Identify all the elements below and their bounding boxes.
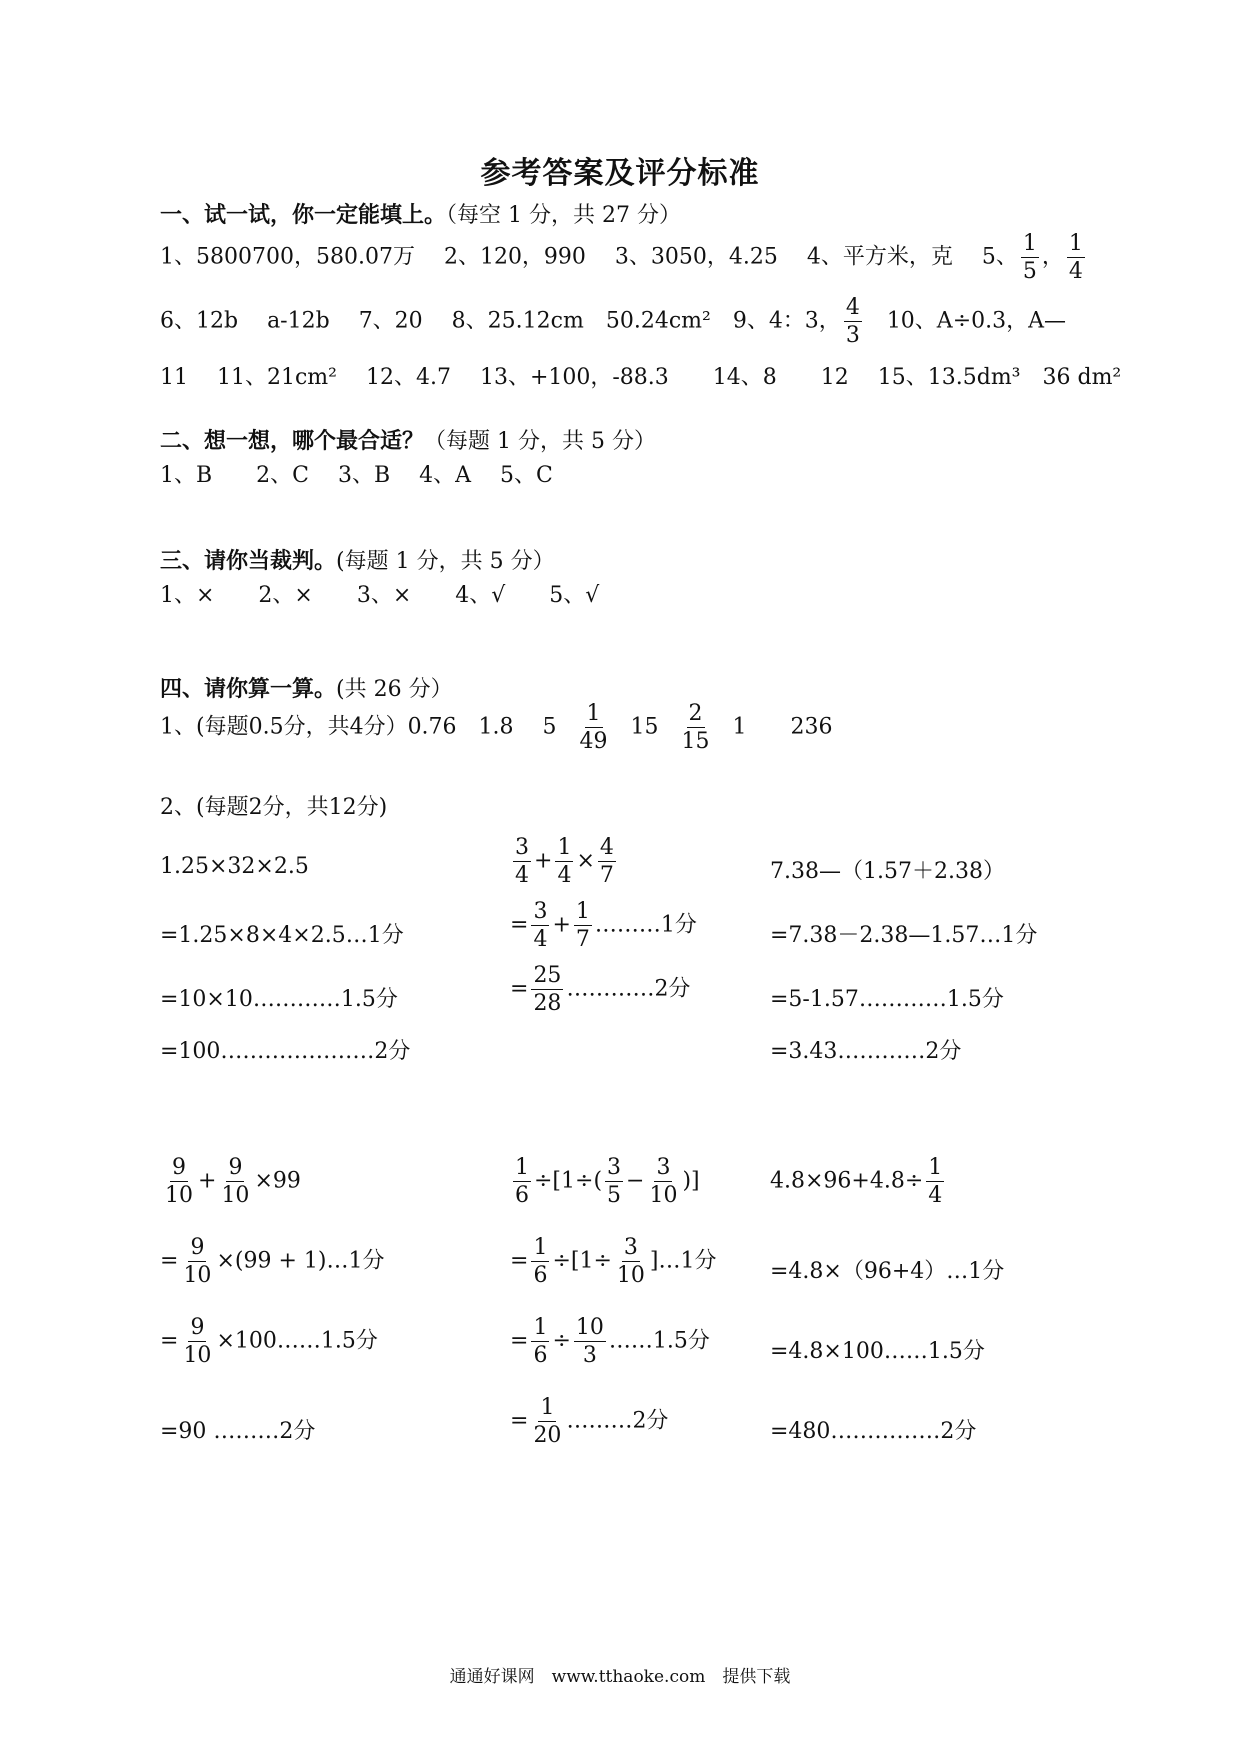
calc-a-step-1: 1.25×32×2.5 [160, 854, 309, 879]
section-2-title: 二、想一想，哪个最合适？ [160, 428, 425, 454]
calc-f-step-2: =4.8×（96+4）…1分 [770, 1259, 1005, 1284]
calc-e-step-4: = $\frac{1}{20}$ ………2分 [510, 1395, 669, 1449]
calc-a-step-2: =1.25×8×4×2.5…1分 [160, 923, 404, 948]
calc-e-step-1: $\frac{1}{6}$ ÷[1÷( $\frac{3}{5}$ − $\frac{3}{10}$ )] [515, 1155, 700, 1209]
answer-text: 15 [630, 714, 659, 740]
calc-d-step-3: = $\frac{9}{10}$ ×100……1.5分 [160, 1315, 378, 1369]
answer-text: 1、(每题0.5分，共4分）0.76 1.8 5 [160, 714, 557, 740]
footer-credit: 通通好课网 www.tthaoke.com 提供下载 [449, 1667, 791, 1687]
calc-c-step-1: 7.38—（1.57＋2.38） [770, 859, 1005, 884]
fraction: $\frac{1}{6}$ [533, 1235, 548, 1289]
calc-a-step-3: =10×10…………1.5分 [160, 987, 398, 1012]
calc-f-step-4: =480……………2分 [770, 1419, 977, 1444]
fraction: $\frac{1}{4}$ [928, 1155, 943, 1209]
fraction: $\frac{1}{6}$ [515, 1155, 529, 1209]
section-3-note: (每题 1 分，共 5 分） [336, 549, 555, 574]
fraction: $\frac{9}{10}$ [221, 1155, 250, 1209]
section-2-answers: 1、B 2、C 3、B 4、A 5、C [160, 463, 553, 488]
fraction: $\frac{1}{7}$ [575, 899, 590, 953]
section-3-title: 三、请你当裁判。 [160, 548, 337, 574]
calc-f-step-1: 4.8×96+4.8÷ $\frac{1}{4}$ [770, 1155, 943, 1209]
calc-c-step-2: =7.38－2.38—1.57…1分 [770, 923, 1038, 948]
fraction: $\frac{4}{7}$ [599, 835, 614, 889]
answer-text: 1、5800700，580.07万 2、120，990 3、3050，4.25 4、平方米，克 5、 [160, 244, 1018, 270]
section-2-heading [160, 424, 656, 455]
calc-d-step-1: $\frac{9}{10}$ + $\frac{9}{10}$ ×99 [165, 1155, 301, 1209]
fraction: $\frac{3}{10}$ [616, 1235, 645, 1289]
calc-e-step-3: = $\frac{1}{6}$ ÷ $\frac{10}{3}$ ……1.5分 [510, 1315, 710, 1369]
section-4-heading [160, 672, 453, 703]
section-1-line-3: 11 11、21cm² 12、4.7 13、+100，-88.3 14、8 12 15、13.5dm³ 36 dm² [160, 365, 1122, 390]
calc-c-step-3: =5-1.57…………1.5分 [770, 987, 1004, 1012]
calc-d-step-2: = $\frac{9}{10}$ ×(99 + 1)…1分 [160, 1235, 385, 1289]
fraction: $\frac{1}{20}$ [533, 1395, 562, 1449]
answer-text: 1 236 [732, 714, 833, 740]
calc-b-step-2: = $\frac{3}{4}$ + $\frac{1}{7}$ ………1分 [510, 899, 697, 953]
fraction: $\frac{3}{5}$ [607, 1155, 622, 1209]
fraction: $\frac{4}{3}$ [845, 295, 860, 349]
section-1-title: 一、试一试，你一定能填上。 [160, 202, 447, 228]
calc-f-step-3: =4.8×100……1.5分 [770, 1339, 985, 1364]
fraction: $\frac{1}{6}$ [533, 1315, 548, 1369]
fraction: $\frac{1}{4}$ [1068, 231, 1083, 285]
section-4-q1 [160, 702, 833, 753]
fraction: $\frac{10}{3}$ [575, 1315, 604, 1369]
fraction: $\frac{3}{4}$ [533, 899, 548, 953]
fraction: $\frac{1}{4}$ [557, 835, 572, 889]
section-1-heading [160, 198, 681, 229]
fraction: $\frac{9}{10}$ [183, 1235, 212, 1289]
fraction: $\frac{3}{4}$ [515, 835, 529, 889]
page-title: 参考答案及评分标准 [480, 156, 760, 191]
fraction: $\frac{1}{5}$ [1022, 231, 1037, 285]
fraction: $\frac{2}{15}$ [681, 701, 710, 755]
section-3-heading [160, 544, 555, 575]
section-4-note: (共 26 分） [336, 677, 453, 702]
section-2-note: （每题 1 分，共 5 分） [424, 429, 656, 454]
section-1-line-2 [160, 296, 1066, 347]
fraction: $\frac{9}{10}$ [165, 1155, 193, 1209]
separator: ， [1041, 244, 1064, 270]
calc-c-step-4: =3.43…………2分 [770, 1039, 962, 1064]
section-4-title: 四、请你算一算。 [160, 676, 337, 702]
fraction: $\frac{9}{10}$ [183, 1315, 212, 1369]
section-3-answers: 1、× 2、× 3、× 4、√ 5、√ [160, 583, 600, 608]
calc-b-step-1: $\frac{3}{4}$ + $\frac{1}{4}$ × $\frac{4}{7}$ [515, 835, 614, 889]
section-1-note: （每空 1 分，共 27 分） [446, 203, 681, 228]
calc-a-step-4: =100…………………2分 [160, 1039, 411, 1064]
section-1-line-1 [160, 232, 1088, 283]
calc-b-step-3: = $\frac{25}{28}$ …………2分 [510, 963, 691, 1017]
calc-e-step-2: = $\frac{1}{6}$ ÷[1÷ $\frac{3}{10}$ ]…1分 [510, 1235, 717, 1289]
section-4-q2-label: 2、(每题2分，共12分) [160, 795, 388, 820]
answer-text: 10、A÷0.3，A— [864, 308, 1067, 334]
fraction: $\frac{3}{10}$ [649, 1155, 678, 1209]
fraction: $\frac{1}{49}$ [579, 701, 608, 755]
calc-d-step-4: =90 ………2分 [160, 1419, 316, 1444]
fraction: $\frac{25}{28}$ [533, 963, 562, 1017]
answer-text: 6、12b a-12b 7、20 8、25.12cm 50.24cm² 9、4：3， [160, 308, 841, 334]
